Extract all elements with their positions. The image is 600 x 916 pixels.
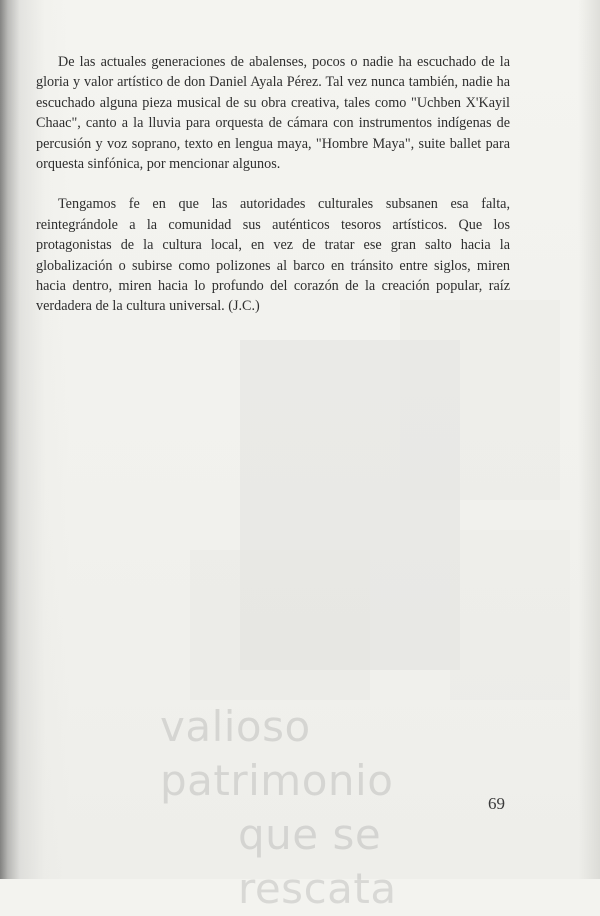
article-body <box>36 52 510 317</box>
paragraph-2: Tengamos fe en que las autoridades culturales subsanen esa falta, reintegrándole a la comunidad sus auténticos tesoros artísticos. Que los protagonistas de la cultura local, en vez de tratar ese gran salto hacia la globalización o subirse como polizones al barco en tránsito entre siglos, miren hacia dentro, miren hacia lo profundo del corazón de la creación popular, raíz verdadera de la cultura universal. (J.C.) <box>36 196 510 315</box>
bleed-through-line-1: valioso patrimonio <box>160 702 394 805</box>
page-edge-shade <box>578 0 600 879</box>
page-number: 69 <box>488 794 505 813</box>
bleed-through-line-2: que se rescata <box>238 810 397 913</box>
bleed-through-heading <box>160 700 520 916</box>
bleed-through-illustration <box>170 300 590 730</box>
paragraph-1: De las actuales generaciones de abalenses, pocos o nadie ha escuchado de la gloria y valor artístico de don Daniel Ayala Pérez. Tal vez nunca también, nadie ha escuchado alguna pieza musical de su obra creativa, tales como "Uchben X'Kayil Chaac", canto a la lluvia para orquesta de cámara con instrumentos indígenas de percusión y voz soprano, texto en lengua maya, "Hombre Maya", suite ballet para orquesta sinfónica, por mencionar algunos. <box>36 54 510 173</box>
